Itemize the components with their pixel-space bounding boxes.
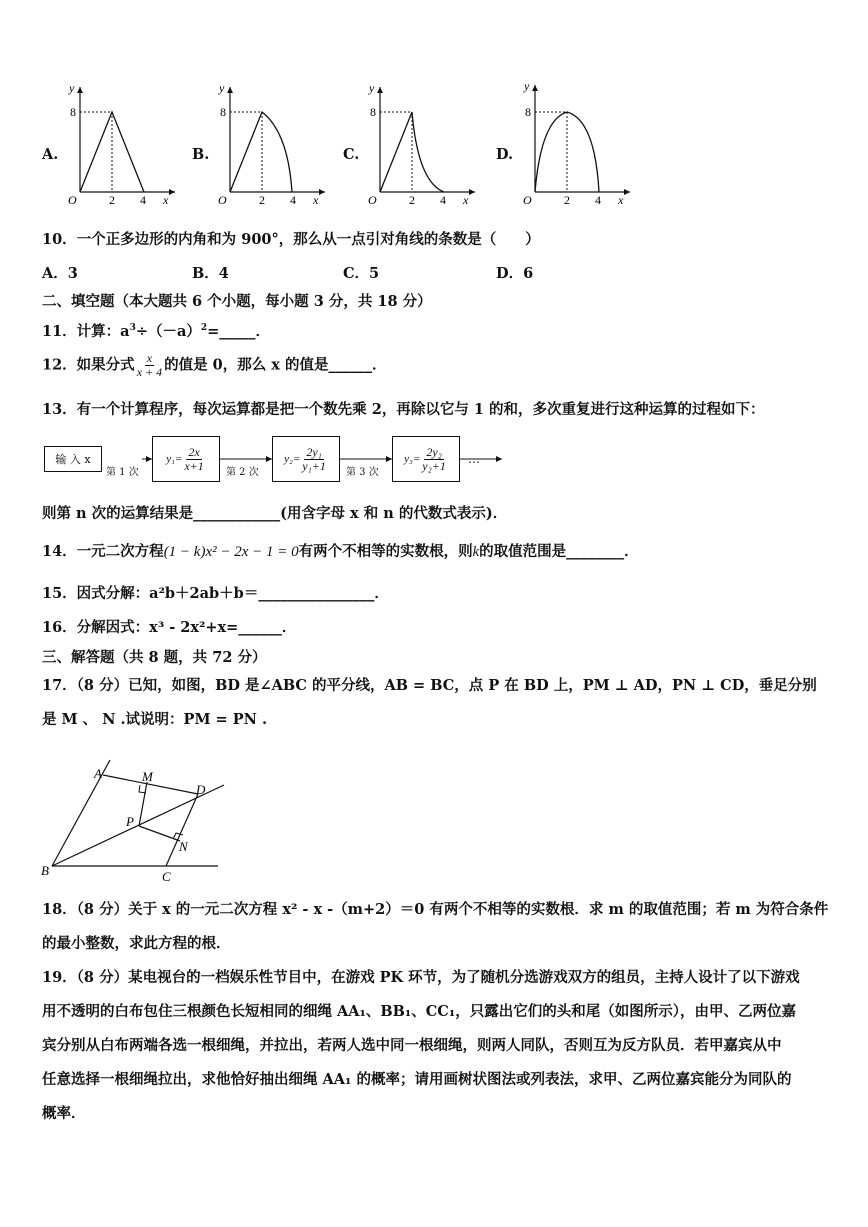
q10-option-c: C．5 [343, 265, 380, 282]
x-tick-2: 2 [564, 193, 570, 207]
question-19-line-4: 任意选择一根细绳拉出，求他恰好抽出细绳 AA₁ 的概率；请用画树状图法或列表法，求甲、乙两位嘉宾能分为同队的 [42, 1071, 792, 1088]
x-tick-4: 4 [290, 193, 296, 207]
question-11: 11．计算：$a^3\div(-a)^2=\_\_\_\_\_$． [42, 323, 271, 340]
question-19-line-1: 19．（8 分）某电视台的一档娱乐性节目中，在游戏 PK 环节，为了随机分选游戏双方的组员，主持人设计了以下游戏 [42, 969, 800, 986]
y-axis-label: y [369, 82, 375, 95]
y-axis-label: y [524, 80, 530, 93]
y-tick-8: 8 [525, 105, 531, 119]
question-19-line-5: 概率． [42, 1105, 86, 1122]
question-16: 16．分解因式：x³ - 2x²+x=______． [42, 619, 297, 636]
option-d-label: D. [496, 146, 514, 163]
origin-label: O [68, 193, 77, 207]
question-12: 12．如果分式 $\frac{x}{x + 4}$ 的值是 0，那么 x 的值是______． [42, 351, 387, 379]
point-c-label: C [162, 869, 171, 884]
question-18-line-1: 18．（8 分）关于 x 的一元二次方程 x² - x -（m+2）＝0 有两个不相等的实数根．求 m 的取值范围；若 m 为符合条件 [42, 901, 829, 918]
option-a-label: A. [42, 146, 59, 163]
question-19-line-3: 宾分别从白布两端各选一根细绳，并拉出，若两人选中同一根细绳，则两人同队，否则互为反方队员．若甲嘉宾从中 [42, 1037, 782, 1054]
x-tick-2: 2 [109, 193, 115, 207]
flow-step-label-3: 第 3 次 [346, 467, 379, 478]
q10-option-d: D．6 [496, 265, 534, 282]
graph-b [210, 82, 330, 212]
x-axis-label: x [618, 193, 624, 207]
point-d-label: D [196, 782, 206, 797]
point-n-label: N [179, 839, 188, 854]
question-13-answer: 则第 n 次的运算结果是____________(用含字母 x 和 n 的代数式表示)． [42, 505, 508, 522]
graph-c [360, 82, 480, 212]
x-tick-4: 4 [440, 193, 446, 207]
question-14: 14．一元二次方程(1 − k)x² − 2x − 1 = 0有两个不相等的实数根，则k的取值范围是________． [42, 543, 639, 560]
origin-label: O [368, 193, 377, 207]
y-tick-8: 8 [70, 105, 76, 119]
flow-input-box: 输 入 x [44, 446, 102, 472]
flow-step-label-2: 第 2 次 [226, 467, 259, 478]
x-axis-label: x [463, 193, 469, 207]
q10-option-b: B．4 [192, 265, 229, 282]
question-17-line-2: 是 M 、 N .试说明：PM = PN . [42, 711, 267, 728]
question-10: 10．一个正多边形的内角和为 900°，那么从一点引对角线的条数是（ ） [42, 231, 540, 248]
question-19-line-2: 用不透明的白布包住三根颜色长短相同的细绳 AA₁、BB₁、CC₁，只露出它们的头和尾（如图所示），由甲、乙两位嘉 [42, 1003, 796, 1020]
origin-label: O [218, 193, 227, 207]
section-2-heading: 二、填空题（本大题共 6 个小题，每小题 3 分，共 18 分） [42, 293, 432, 310]
figure-17 [38, 745, 238, 885]
option-c-label: C. [343, 146, 360, 163]
flow-ellipsis: … [468, 452, 480, 466]
graph-d [515, 80, 635, 212]
question-18-line-2: 的最小整数，求此方程的根． [42, 935, 231, 952]
option-b-label: B. [192, 146, 210, 163]
question-17-line-1: 17．（8 分）已知，如图，BD 是∠ABC 的平分线，AB = BC，点 P 在 BD 上，PM ⊥ AD，PN ⊥ CD，垂足分别 [42, 677, 817, 694]
point-a-label: A [94, 766, 102, 781]
x-tick-2: 2 [409, 193, 415, 207]
section-3-heading: 三、解答题（共 8 题，共 72 分） [42, 649, 267, 666]
point-m-label: M [142, 769, 153, 784]
flow-step-label-1: 第 1 次 [106, 467, 139, 478]
question-13: 13．有一个计算程序，每次运算都是把一个数先乘 2，再除以它与 1 的和，多次重复进行这种运算的过程如下： [42, 401, 765, 418]
question-15: 15．因式分解：a²b＋2ab＋b＝________________． [42, 585, 389, 602]
x-tick-4: 4 [595, 193, 601, 207]
flow-step-3-box: y₃= $\frac{\text{2y₂}}{\text{y₂+1}}$ [392, 436, 460, 482]
y-tick-8: 8 [220, 105, 226, 119]
y-axis-label: y [219, 82, 225, 95]
point-b-label: B [41, 863, 49, 878]
x-tick-2: 2 [259, 193, 265, 207]
x-axis-label: x [313, 193, 319, 207]
origin-label: O [523, 193, 532, 207]
x-tick-4: 4 [140, 193, 146, 207]
y-axis-label: y [69, 82, 75, 95]
graph-a [60, 82, 180, 212]
q10-option-a: A．3 [42, 265, 78, 282]
flow-step-1-box: y₁= $\frac{2x}{x+1}$ [152, 436, 220, 482]
x-axis-label: x [163, 193, 169, 207]
y-tick-8: 8 [370, 105, 376, 119]
point-p-label: P [126, 814, 134, 829]
flow-step-2-box: y₂= $\frac{\text{2y₁}}{\text{y₁+1}}$ [272, 436, 340, 482]
